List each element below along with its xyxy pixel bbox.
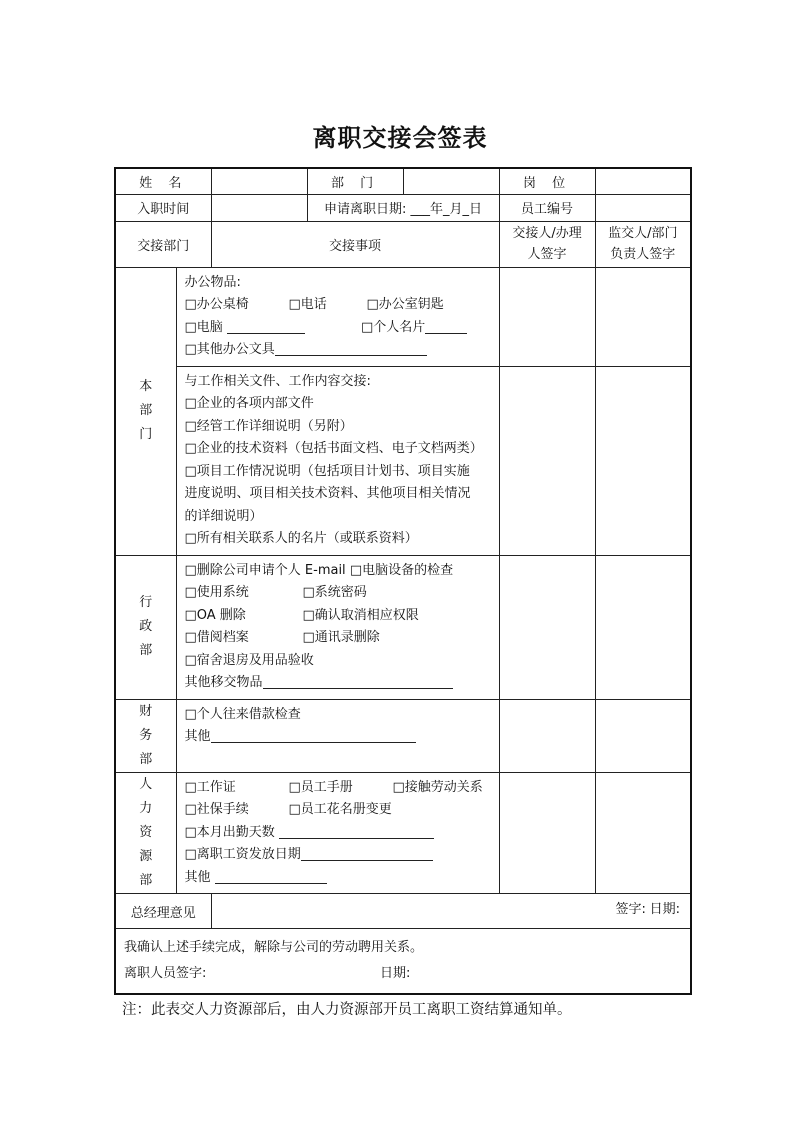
- hr-other-blank[interactable]: [215, 869, 327, 884]
- hr-supervisor-sign[interactable]: [595, 772, 691, 894]
- contacts-checkbox[interactable]: □通讯录删除: [302, 630, 380, 645]
- password-checkbox[interactable]: □系统密码: [302, 585, 367, 600]
- insurance-checkbox[interactable]: □社保手续: [184, 802, 249, 817]
- email-checkbox[interactable]: □删除公司申请个人 E-mail: [184, 562, 346, 578]
- salary-date-checkbox[interactable]: □离职工资发放日期: [184, 847, 301, 862]
- col-matters-header: 交接事项: [211, 221, 499, 267]
- dept-label: 部 门: [307, 168, 403, 194]
- own-work-handover-sign[interactable]: [499, 366, 595, 555]
- hr-dept-char: 部: [139, 872, 153, 888]
- office-items-cell: [176, 267, 499, 366]
- own-dept-label: [115, 267, 176, 555]
- other-stationery-checkbox[interactable]: □其他办公文具: [184, 342, 275, 357]
- supervisor-header-line1: 监交人/部门: [608, 226, 678, 241]
- handbook-checkbox[interactable]: □员工手册: [288, 779, 353, 795]
- footer-note: 注：此表交人力资源部后，由人力资源部开员工离职工资结算通知单。: [122, 1002, 572, 1018]
- own-dept-char: 部: [139, 403, 153, 418]
- hr-other-label: 其他: [184, 869, 211, 885]
- contract-checkbox[interactable]: □接触劳动关系: [392, 779, 483, 795]
- finance-supervisor-sign[interactable]: [595, 699, 691, 772]
- system-checkbox[interactable]: □使用系统: [184, 585, 249, 600]
- leaver-date-label[interactable]: 日期:: [380, 966, 411, 981]
- computer-checkbox[interactable]: □电脑: [184, 319, 223, 335]
- admin-dept-char: 部: [139, 643, 153, 658]
- work-item[interactable]: □企业的技术资料（包括书面文档、电子文档两类）: [184, 441, 483, 456]
- col-handover-header: [499, 221, 595, 267]
- supervisor-header-line2: 负责人签字: [610, 247, 676, 262]
- dorm-checkbox[interactable]: □宿舍退房及用品验收: [184, 652, 314, 668]
- badge-checkbox[interactable]: □工作证: [184, 779, 236, 795]
- work-item[interactable]: □项目工作情况说明（包括项目计划书、项目实施: [184, 463, 470, 479]
- other-stationery-blank[interactable]: [275, 341, 427, 356]
- oa-checkbox[interactable]: □OA 删除: [184, 607, 246, 623]
- hr-dept-label: [115, 772, 176, 894]
- salary-date-blank[interactable]: [301, 846, 433, 861]
- hr-dept-char: 人: [139, 776, 153, 792]
- gm-date-label: 日期:: [649, 902, 681, 917]
- leaver-sign-label[interactable]: 离职人员签字:: [124, 966, 207, 981]
- dept-field[interactable]: [403, 168, 499, 194]
- employee-no-field[interactable]: [595, 194, 691, 221]
- device-checkbox[interactable]: □电脑设备的检查: [349, 562, 454, 578]
- handover-header-line2: 人签字: [527, 247, 567, 262]
- name-field[interactable]: [211, 168, 307, 194]
- work-items-cell: [176, 366, 499, 555]
- roster-checkbox[interactable]: □员工花名册变更: [288, 802, 392, 817]
- leave-date-cell[interactable]: [307, 194, 499, 221]
- hr-dept-char: 资: [139, 824, 153, 840]
- work-item[interactable]: □企业的各项内部文件: [184, 396, 314, 411]
- work-item[interactable]: □所有相关联系人的名片（或联系资料）: [184, 531, 418, 546]
- card-checkbox[interactable]: □个人名片: [360, 319, 426, 335]
- admin-dept-label: [115, 555, 176, 699]
- key-checkbox[interactable]: □办公室钥匙: [366, 297, 444, 312]
- computer-blank[interactable]: [227, 319, 305, 334]
- admin-dept-char: 政: [139, 619, 153, 634]
- gm-sign-label: 签字:: [615, 902, 646, 917]
- admin-items-cell: [176, 555, 499, 699]
- admin-dept-char: 行: [139, 595, 153, 610]
- handover-form-table: [114, 167, 692, 995]
- own-office-handover-sign[interactable]: [499, 267, 595, 366]
- confirm-text: 我确认上述手续完成，解除与公司的劳动聘用关系。: [124, 940, 424, 955]
- work-title: 与工作相关文件、工作内容交接:: [184, 373, 371, 389]
- form-title: 离职交接会签表: [312, 124, 488, 152]
- own-dept-char: 本: [139, 379, 153, 394]
- confirm-cell: [115, 929, 691, 995]
- finance-dept-char: 务: [139, 727, 153, 743]
- admin-other-blank[interactable]: [263, 674, 453, 689]
- finance-dept-label: [115, 699, 176, 772]
- work-item-cont: 的详细说明）: [184, 508, 263, 524]
- own-work-supervisor-sign[interactable]: [595, 366, 691, 555]
- col-dept-header: 交接部门: [115, 221, 211, 267]
- finance-dept-char: 财: [139, 703, 153, 719]
- hire-date-field[interactable]: [211, 194, 307, 221]
- gm-opinion-cell[interactable]: [211, 894, 691, 929]
- card-blank[interactable]: [425, 319, 467, 334]
- employee-no-label: 员工编号: [499, 194, 595, 221]
- work-item[interactable]: □经管工作详细说明（另附）: [184, 418, 353, 434]
- admin-handover-sign[interactable]: [499, 555, 595, 699]
- position-label: 岗 位: [499, 168, 595, 194]
- desk-checkbox[interactable]: □办公桌椅: [184, 297, 249, 312]
- office-title: 办公物品:: [184, 274, 241, 290]
- finance-other-label: 其他: [184, 729, 211, 744]
- admin-supervisor-sign[interactable]: [595, 555, 691, 699]
- leave-date-blank: ___年_月_日: [410, 202, 483, 217]
- loan-checkbox[interactable]: □个人往来借款检查: [184, 706, 301, 722]
- phone-checkbox[interactable]: □电话: [288, 297, 327, 312]
- work-item-cont: 进度说明、项目相关技术资料、其他项目相关情况: [184, 486, 471, 501]
- attendance-checkbox[interactable]: □本月出勤天数: [184, 824, 275, 840]
- attendance-blank[interactable]: [279, 824, 434, 839]
- finance-items-cell: [176, 699, 499, 772]
- archive-checkbox[interactable]: □借阅档案: [184, 630, 249, 645]
- permission-checkbox[interactable]: □确认取消相应权限: [302, 607, 419, 623]
- col-supervisor-header: [595, 221, 691, 267]
- handover-header-line1: 交接人/办理: [512, 226, 582, 241]
- position-field[interactable]: [595, 168, 691, 194]
- gm-label: 总经理意见: [115, 894, 211, 929]
- admin-other-label: 其他移交物品: [184, 675, 263, 690]
- hire-date-label: 入职时间: [115, 194, 211, 221]
- name-label: 姓 名: [115, 168, 211, 194]
- finance-dept-char: 部: [139, 751, 153, 767]
- finance-other-blank[interactable]: [211, 728, 416, 743]
- hr-dept-char: 力: [139, 800, 153, 816]
- leave-date-label: 申请离职日期:: [323, 202, 407, 217]
- hr-items-cell: [176, 772, 499, 894]
- hr-handover-sign[interactable]: [499, 772, 595, 894]
- finance-handover-sign[interactable]: [499, 699, 595, 772]
- own-dept-char: 门: [139, 427, 153, 442]
- own-office-supervisor-sign[interactable]: [595, 267, 691, 366]
- hr-dept-char: 源: [139, 848, 153, 864]
